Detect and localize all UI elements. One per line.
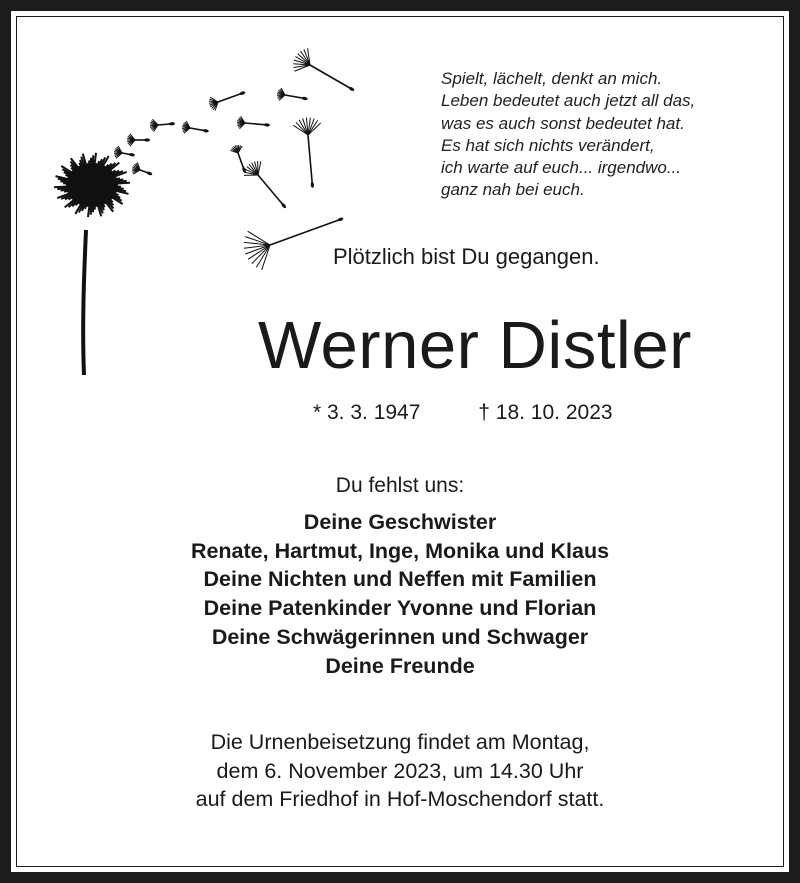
mourner-line: Deine Freunde	[325, 653, 475, 678]
mourners-list	[0, 508, 800, 680]
poem-line: was es auch sonst bedeutet hat.	[441, 113, 685, 133]
mourner-line: Deine Schwägerinnen und Schwager	[211, 624, 589, 649]
lead-text: Plötzlich bist Du gegangen.	[333, 244, 600, 269]
poem-line: ganz nah bei euch.	[441, 180, 585, 200]
missed-intro: Du fehlst uns:	[335, 474, 465, 497]
poem-line: Spielt, lächelt, denkt an mich.	[441, 69, 663, 88]
mourner-line: Deine Geschwister	[303, 510, 497, 534]
mourner-line: Deine Nichten und Neffen mit Familien	[203, 567, 597, 592]
notice-line: dem 6. November 2023, um 14.30 Uhr	[216, 758, 584, 783]
mourner-line: Deine Patenkinder Yvonne und Florian	[203, 596, 597, 621]
poem-line: ich warte auf euch... irgendwo...	[441, 158, 682, 178]
poem-line: Leben bedeutet auch jetzt all das,	[441, 91, 696, 111]
notice-line: Die Urnenbeisetzung findet am Montag,	[210, 730, 590, 754]
poem	[441, 68, 771, 202]
notice-line: auf dem Friedhof in Hof-Moschendorf statt.	[195, 787, 605, 811]
mourner-line: Renate, Hartmut, Inge, Monika und Klaus	[190, 538, 610, 563]
deceased-name: Werner Distler	[258, 308, 692, 383]
birth-date: * 3. 3. 1947	[313, 401, 421, 424]
death-date: † 18. 10. 2023	[478, 401, 613, 424]
poem-line: Es hat sich nichts verändert,	[441, 135, 655, 155]
life-dates	[313, 401, 613, 425]
burial-notice	[0, 728, 800, 814]
